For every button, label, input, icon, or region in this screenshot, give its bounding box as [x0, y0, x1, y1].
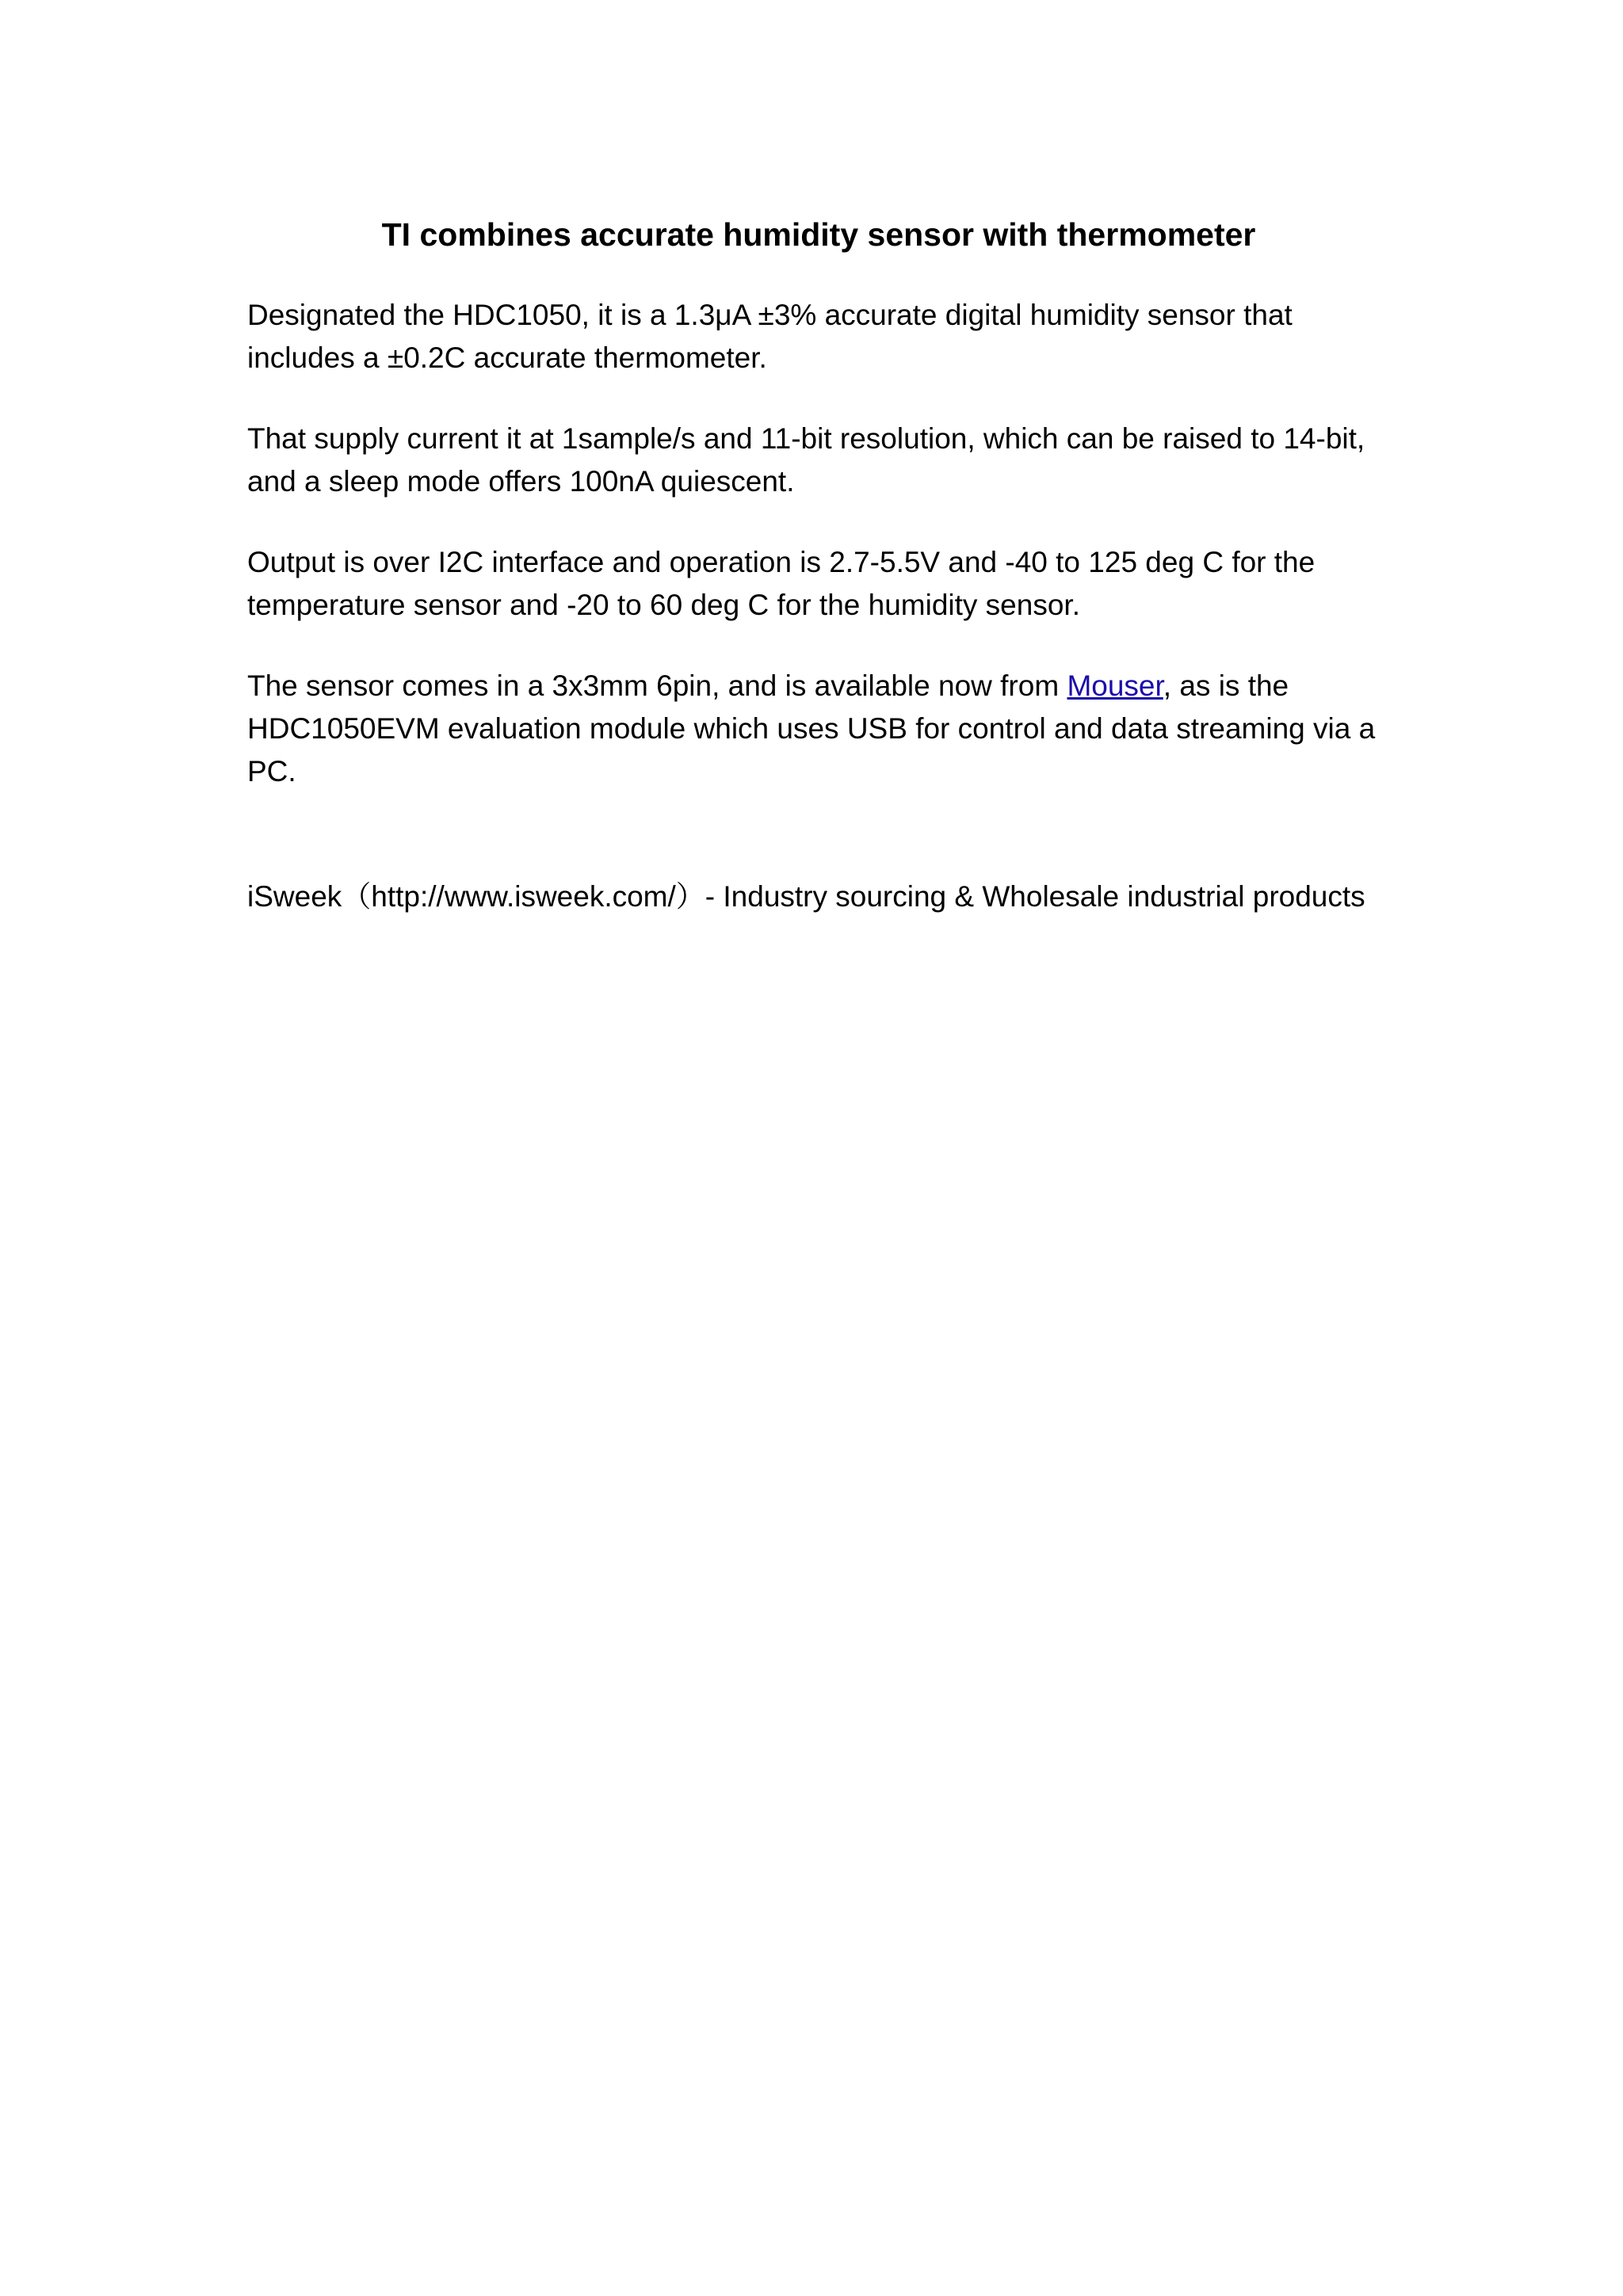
paragraph-1-line-2: includes a ±0.2C accurate thermometer.: [247, 341, 767, 374]
paragraph-1-line-1: Designated the HDC1050, it is a 1.3μA ±3% accurate digital humidity sensor that: [247, 299, 1293, 331]
paragraph-4-text-after-link: , as is the: [1163, 669, 1289, 702]
document-title: TI combines accurate humidity sensor with thermometer: [381, 216, 1256, 253]
paragraph-1: [247, 294, 1396, 379]
paragraph-2-line-2: and a sleep mode offers 100nA quiescent.: [247, 465, 795, 498]
paragraph-4-text-before-link: The sensor comes in a 3x3mm 6pin, and is available now from: [247, 669, 1067, 702]
paragraph-4-line-2: HDC1050EVM evaluation module which uses USB for control and data streaming via a: [247, 712, 1376, 745]
paragraph-2: [247, 418, 1396, 503]
paragraph-4-line-1: [247, 665, 1396, 707]
paragraph-3: [247, 541, 1396, 627]
paragraph-3-line-1: Output is over I2C interface and operation is 2.7-5.5V and -40 to 125 deg C for the: [247, 546, 1316, 578]
mouser-link[interactable]: Mouser: [1067, 669, 1163, 702]
footer-source-line: iSweek（http://www.isweek.com/）- Industry sourcing & Wholesale industrial products: [247, 880, 1365, 913]
paragraph-4: [247, 665, 1396, 793]
paragraph-4-line-3: PC.: [247, 755, 296, 788]
paragraph-3-line-2: temperature sensor and -20 to 60 deg C for the humidity sensor.: [247, 589, 1080, 621]
paragraph-2-line-1: That supply current it at 1sample/s and 11-bit resolution, which can be raised to 14-bit,: [247, 422, 1365, 455]
